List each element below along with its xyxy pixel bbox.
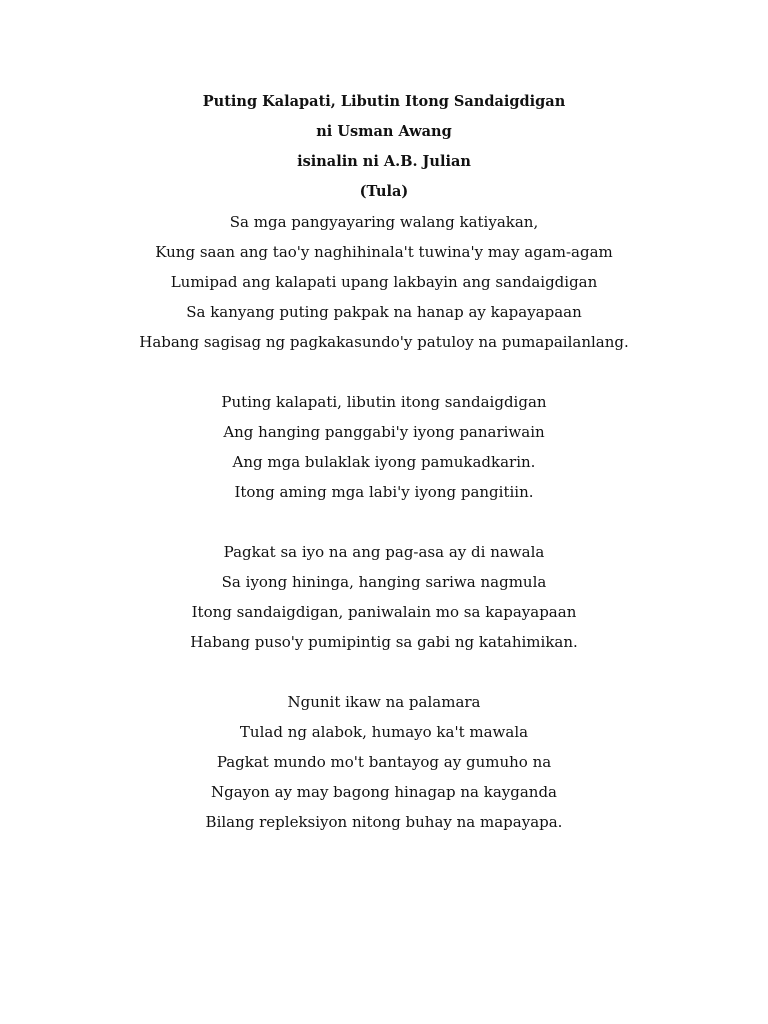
verse-line: Lumipad ang kalapati upang lakbayin ang sandaigdigan [170, 273, 598, 291]
poem-translator: isinalin ni A.B. Julian [297, 153, 471, 170]
stanza-gap [0, 657, 768, 687]
stanza-1 [0, 207, 768, 357]
verse-line: Bilang repleksiyon nitong buhay na mapayapa. [205, 813, 563, 831]
verse-line: Sa kanyang puting pakpak na hanap ay kapayapaan [186, 303, 582, 321]
verse-line: Sa iyong hininga, hanging sariwa nagmula [221, 573, 547, 591]
document-page [0, 87, 768, 837]
verse-line: Habang puso'y pumipintig sa gabi ng katahimikan. [190, 633, 578, 651]
poem-heading [0, 87, 768, 207]
verse-line: Pagkat mundo mo't bantayog ay gumuho na [216, 753, 552, 771]
verse-line: Habang sagisag ng pagkakasundo'y patuloy na pumapailanlang. [139, 333, 629, 351]
poem-author: ni Usman Awang [316, 123, 452, 140]
poem-title: Puting Kalapati, Libutin Itong Sandaigdigan [202, 93, 566, 110]
verse-line: Itong sandaigdigan, paniwalain mo sa kapayapaan [191, 603, 577, 621]
verse-line: Ang mga bulaklak iyong pamukadkarin. [232, 453, 536, 471]
verse-line: Sa mga pangyayaring walang katiyakan, [229, 213, 539, 231]
stanza-gap [0, 507, 768, 537]
stanza-4 [0, 687, 768, 837]
verse-line: Itong aming mga labi'y iyong pangitiin. [234, 483, 534, 501]
verse-line: Pagkat sa iyo na ang pag-asa ay di nawala [223, 543, 545, 561]
stanza-3 [0, 537, 768, 657]
poem-genre: (Tula) [359, 183, 409, 200]
verse-line: Kung saan ang tao'y naghihinala't tuwina'y may agam-agam [155, 243, 613, 261]
verse-line: Puting kalapati, libutin itong sandaigdigan [221, 393, 547, 411]
verse-line: Ngunit ikaw na palamara [287, 693, 481, 711]
stanza-gap [0, 357, 768, 387]
stanza-2 [0, 387, 768, 507]
verse-line: Ngayon ay may bagong hinagap na kayganda [210, 783, 557, 801]
verse-line: Tulad ng alabok, humayo ka't mawala [239, 723, 529, 741]
verse-line: Ang hanging panggabi'y iyong panariwain [223, 423, 545, 441]
